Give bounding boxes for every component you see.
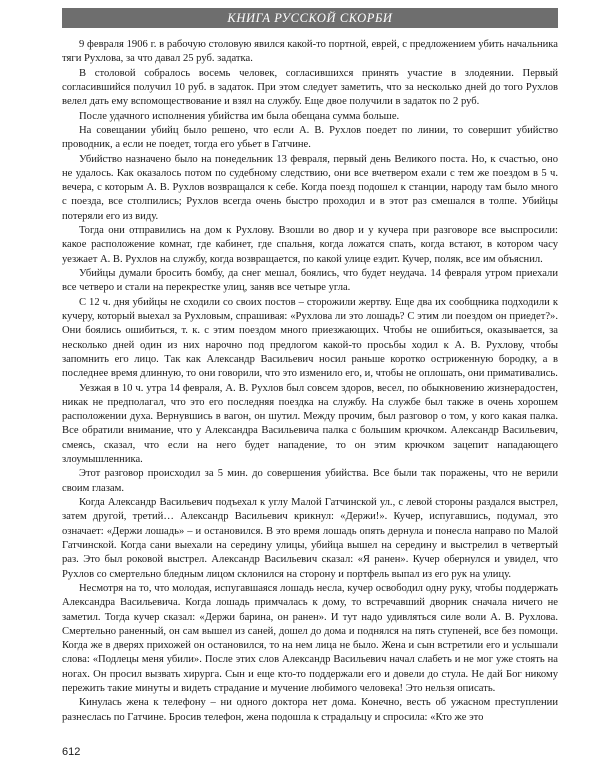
paragraph: Кинулась жена к телефону – ни одного доктора нет дома. Конечно, весть об ужасном преступлении разнеслась по Гатчине. Бросив телефон, жена подошла к страдальцу и спросила: «Кто же это <box>62 697 558 723</box>
body-text <box>62 38 558 725</box>
paragraph: Этот разговор происходил за 5 мин. до совершения убийства. Все были так поражены, что не верили своим глазам. <box>62 468 558 494</box>
paragraph: Тогда они отправились на дом к Рухлову. Взошли во двор и у кучера при разговоре все выспросили: какое расположение комнат, где кабинет, где спальня, когда ложатся спать, когда встают, в котором часу уезжает А. В. Рухлов на службу, когда возвращается, по какой улице ездит. Кучер, поляк, все им объяснил. <box>62 225 558 265</box>
paragraph: На совещании убийц было решено, что если А. В. Рухлов поедет по линии, то совершит убийство проводник, а если не поедет, тогда его убьет в Гатчине. <box>62 124 558 151</box>
paragraph: В столовой собралось восемь человек, согласившихся принять участие в злодеянии. Первый согласившийся получил 10 руб. в задаток. При этом следует заметить, что за несколько дней до того Рухлов велел дать ему вспомоществование и взял на службу. Еще двое получили в задаток по 2 руб. <box>62 67 558 108</box>
paragraph: Несмотря на то, что молодая, испугавшаяся лошадь несла, кучер освободил одну руку, чтобы поддержать Александра Васильевича. Когда лошадь примчалась к дому, то встречавший дворник сначала ничего не заметил. Тогда кучер сказал: «Держи барина, он ранен». И тут надо удивляться силе воли А. В. Рухлова. Смертельно раненный, он сам вышел из саней, дошел до дома и поднялся на пять ступеней, все без помощи. Когда же в дверях прихожей он остановился, то на нем лица не было. Жена и сын встретили его и услышали слова: «Подлецы меня убили». После этих слов Александр Васильевич начал слабеть и не мог уже стоять на ногах. Он просил вызвать хирурга. Сын и еще кто-то поддержали его и довели до стула. Не дай Бог никому пережить такие минуты и видеть страдание и мучение любимого человека! Это нельзя описать. <box>62 582 558 695</box>
running-header-title: КНИГА РУССКОЙ СКОРБИ <box>227 10 393 25</box>
paragraph: Уезжая в 10 ч. утра 14 февраля, А. В. Рухлов был совсем здоров, весел, по обыкновению жизнерадостен, никак не предполагал, что это его последняя поездка на службу. На службе был также в очень хорошем расположении духа. Вернувшись в вагон, он шутил. Между прочим, был разговор о том, у кого какая палка. Все обратили внимание, что у Александра Васильевича палка с большим крючком. Александр Васильевич, смеясь, сказал, что если на него будет нападение, то он этим крючком зацепит нападающего злоумышленника. <box>62 382 558 466</box>
running-header <box>62 8 558 28</box>
paragraph: Убийцы думали бросить бомбу, да снег мешал, боялись, что будет неудача. 14 февраля утром приехали все четверо и стали на перекрестке улиц, заняв все четыре угла. <box>62 268 558 294</box>
paragraph: 9 февраля 1906 г. в рабочую столовую явился какой-то портной, еврей, с предложением убить начальника тяги Рухлова, за что давал 25 руб. задатка. <box>62 39 558 65</box>
paragraph: Убийство назначено было на понедельник 13 февраля, первый день Великого поста. Но, к счастью, оно не удалось. Как оказалось потом по судебному следствию, они все вчетвером ехали с тем же поездом в 5 ч. вечера, с которым А. В. Рухлов возвращался к себе. Когда поезд подошел к станции, народу там было много с поезда, все столпились; Рухлов всегда очень быстро проходил и в этот раз смешался в толпе. Убийцы потеряли его из виду. <box>62 153 558 222</box>
paragraph: С 12 ч. дня убийцы не сходили со своих постов – сторожили жертву. Еще два их сообщника подходили к кучеру, который выехал за Рухловым, спрашивая: «Рухлова ли это лошадь? С этим ли поездом он приедет?». Они боялись ошибиться, т. к. с этим поездом много приезжающих. Чтобы не ошибиться, оказывается, за несколько дней один из них нарочно под предлогом какой-то просьбы ходил к А. В. Рухлову, чтобы запомнить его лицо. Так как Александр Васильевич носил раньше коротко остриженную бородку, а в последнее время длинную, то они говорили, что это изменило его, и, чтобы не оплошать, они примативались. <box>62 296 558 380</box>
page-number: 612 <box>62 746 81 758</box>
paragraph: Когда Александр Васильевич подъехал к углу Малой Гатчинской ул., с левой стороны раздался выстрел, затем другой, третий… Александр Васильевич крикнул: «Держи!». Кучер, испугавшись, подумал, это означает: «Держи лошадь» – и остановился. В это время лошадь опять дернула и понесла направо по Малой Гатчинской. Когда сани выехали на середину улицы, убийца вышел на середину и выстрелил в четвертый раз. Это был роковой выстрел. Александр Васильевич сказал: «Я ранен». Кучер обернулся и увидел, что Рухлов со смертельно бледным лицом склонился на сторону и портфель выпал из его рук на улицу. <box>62 497 558 580</box>
paragraph: После удачного исполнения убийства им была обещана сумма больше. <box>79 110 400 122</box>
